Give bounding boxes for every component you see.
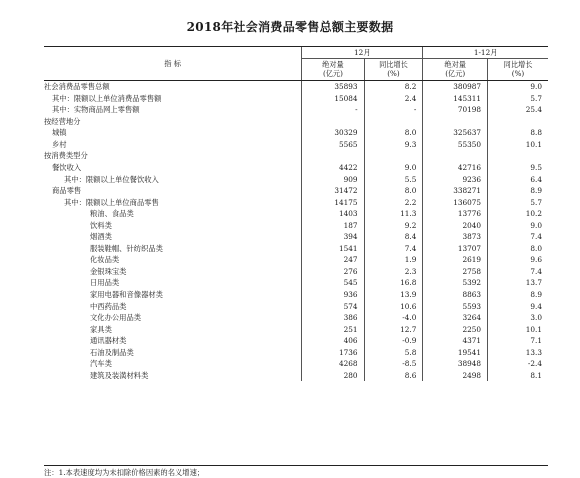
- full-year-yoy-growth: 7.4: [488, 231, 548, 243]
- table-row: [44, 277, 548, 289]
- table-row: [44, 173, 548, 185]
- full-year-absolute: 3264: [423, 312, 488, 324]
- full-year-absolute: 5593: [423, 300, 488, 312]
- december-yoy-growth: 8.6: [364, 370, 423, 382]
- december-absolute: 30329: [302, 127, 364, 139]
- full-year-yoy-growth: 13.7: [488, 277, 548, 289]
- col-header-abs-line1: 绝对量: [444, 60, 466, 70]
- full-year-yoy-growth: 25.4: [488, 104, 548, 116]
- row-label: 家具类: [90, 324, 112, 334]
- december-absolute: 394: [302, 231, 364, 243]
- col-header-dec-abs: [302, 59, 364, 81]
- table-row: [44, 150, 548, 162]
- table-row: [44, 312, 548, 324]
- row-label: 其中：限额以上单位消费品零售额: [52, 93, 162, 103]
- row-label: 烟酒类: [90, 232, 112, 242]
- december-yoy-growth: 7.4: [364, 243, 423, 255]
- full-year-absolute: 8863: [423, 289, 488, 301]
- full-year-yoy-growth: 8.0: [488, 243, 548, 255]
- full-year-absolute: 13707: [423, 243, 488, 255]
- full-year-yoy-growth: 9.5: [488, 162, 548, 174]
- table-row: [44, 104, 548, 116]
- row-label: 其中：实物商品网上零售额: [52, 105, 140, 115]
- december-yoy-growth: -: [364, 104, 423, 116]
- table-row: [44, 358, 548, 370]
- table-header-row-periods: [44, 47, 548, 59]
- december-yoy-growth: 5.5: [364, 173, 423, 185]
- december-absolute: [302, 116, 364, 128]
- full-year-absolute: 136075: [423, 196, 488, 208]
- row-label: 通讯器材类: [90, 336, 127, 346]
- full-year-yoy-growth: 5.7: [488, 93, 548, 105]
- december-absolute: -: [302, 104, 364, 116]
- row-label: 服装鞋帽、针纺织品类: [90, 243, 163, 253]
- row-label: 城镇: [52, 128, 67, 138]
- full-year-yoy-growth: 9.0: [488, 81, 548, 93]
- row-label: 粮油、食品类: [90, 209, 134, 219]
- december-absolute: 5565: [302, 139, 364, 151]
- full-year-absolute: 2498: [423, 370, 488, 382]
- row-label: 按消费类型分: [44, 151, 88, 161]
- row-label: 汽车类: [90, 359, 112, 369]
- december-absolute: 4268: [302, 358, 364, 370]
- full-year-absolute: [423, 150, 488, 162]
- december-absolute: 31472: [302, 185, 364, 197]
- full-year-absolute: 19541: [423, 347, 488, 359]
- december-absolute: 406: [302, 335, 364, 347]
- december-yoy-growth: 2.3: [364, 266, 423, 278]
- full-year-yoy-growth: 8.9: [488, 289, 548, 301]
- december-absolute: 276: [302, 266, 364, 278]
- full-year-yoy-growth: 7.4: [488, 266, 548, 278]
- row-label: 化妆品类: [90, 255, 120, 265]
- december-absolute: 280: [302, 370, 364, 382]
- row-label: 饮料类: [90, 220, 112, 230]
- december-absolute: 35893: [302, 81, 364, 93]
- table-row: [44, 185, 548, 197]
- full-year-absolute: 38948: [423, 358, 488, 370]
- col-header-yoy-line2: (%): [387, 68, 400, 78]
- row-label: 社会消费品零售总额: [44, 82, 110, 92]
- table-row: [44, 231, 548, 243]
- col-header-ytd-yoy: [488, 59, 548, 81]
- row-label: 金银珠宝类: [90, 266, 127, 276]
- december-yoy-growth: 9.0: [364, 162, 423, 174]
- table-row: [44, 162, 548, 174]
- full-year-yoy-growth: [488, 150, 548, 162]
- table-row: [44, 289, 548, 301]
- december-yoy-growth: 1.9: [364, 254, 423, 266]
- december-absolute: 4422: [302, 162, 364, 174]
- table-row: [44, 116, 548, 128]
- december-yoy-growth: 8.4: [364, 231, 423, 243]
- row-label: 石油及制品类: [90, 347, 134, 357]
- table-row: [44, 243, 548, 255]
- row-label: 餐饮收入: [52, 162, 82, 172]
- full-year-absolute: 70198: [423, 104, 488, 116]
- december-yoy-growth: 8.2: [364, 81, 423, 93]
- full-year-absolute: 2250: [423, 323, 488, 335]
- full-year-yoy-growth: 9.0: [488, 220, 548, 232]
- december-absolute: [302, 150, 364, 162]
- december-absolute: 1541: [302, 243, 364, 255]
- december-absolute: 936: [302, 289, 364, 301]
- december-absolute: 247: [302, 254, 364, 266]
- december-yoy-growth: 8.0: [364, 185, 423, 197]
- full-year-absolute: 338271: [423, 185, 488, 197]
- full-year-yoy-growth: 8.1: [488, 370, 548, 382]
- col-header-abs-line2: (亿元): [322, 68, 343, 78]
- december-absolute: 545: [302, 277, 364, 289]
- december-yoy-growth: 16.8: [364, 277, 423, 289]
- december-yoy-growth: -8.5: [364, 358, 423, 370]
- december-yoy-growth: 13.9: [364, 289, 423, 301]
- table-row: [44, 300, 548, 312]
- full-year-yoy-growth: 10.1: [488, 139, 548, 151]
- december-absolute: 574: [302, 300, 364, 312]
- footnote: 注：1.本表速度均为未扣除价格因素的名义增速；: [44, 465, 548, 478]
- full-year-yoy-growth: 9.4: [488, 300, 548, 312]
- december-absolute: 909: [302, 173, 364, 185]
- period-header-full-year: 1-12月: [423, 47, 548, 59]
- period-header-december: 12月: [302, 47, 423, 59]
- december-absolute: 15084: [302, 93, 364, 105]
- full-year-yoy-growth: 10.2: [488, 208, 548, 220]
- full-year-absolute: [423, 116, 488, 128]
- full-year-absolute: 55350: [423, 139, 488, 151]
- retail-sales-table: [44, 46, 548, 381]
- full-year-yoy-growth: 3.0: [488, 312, 548, 324]
- table-row: [44, 335, 548, 347]
- full-year-yoy-growth: 8.9: [488, 185, 548, 197]
- december-absolute: 251: [302, 323, 364, 335]
- december-yoy-growth: 2.2: [364, 196, 423, 208]
- full-year-yoy-growth: -2.4: [488, 358, 548, 370]
- col-header-ytd-abs: [423, 59, 488, 81]
- table-row: [44, 220, 548, 232]
- full-year-absolute: 13776: [423, 208, 488, 220]
- table-row: [44, 266, 548, 278]
- december-yoy-growth: 2.4: [364, 93, 423, 105]
- december-yoy-growth: [364, 150, 423, 162]
- full-year-absolute: 325637: [423, 127, 488, 139]
- table-row: [44, 139, 548, 151]
- table-row: [44, 254, 548, 266]
- row-label: 家用电器和音像器材类: [90, 289, 163, 299]
- full-year-absolute: 4371: [423, 335, 488, 347]
- col-header-yoy-line1: 同比增长: [379, 60, 408, 70]
- row-label: 中西药品类: [90, 301, 127, 311]
- full-year-absolute: 2758: [423, 266, 488, 278]
- december-absolute: 1403: [302, 208, 364, 220]
- row-label: 乡村: [52, 139, 67, 149]
- december-absolute: 187: [302, 220, 364, 232]
- col-header-abs-line2: (亿元): [445, 68, 466, 78]
- full-year-absolute: 2619: [423, 254, 488, 266]
- full-year-absolute: 145311: [423, 93, 488, 105]
- full-year-yoy-growth: 13.3: [488, 347, 548, 359]
- col-header-dec-yoy: [364, 59, 423, 81]
- row-label: 按经营地分: [44, 116, 81, 126]
- full-year-absolute: 9236: [423, 173, 488, 185]
- row-label: 其中：限额以上单位商品零售: [64, 197, 159, 207]
- full-year-yoy-growth: 9.6: [488, 254, 548, 266]
- december-yoy-growth: 11.3: [364, 208, 423, 220]
- full-year-yoy-growth: 8.8: [488, 127, 548, 139]
- full-year-absolute: 42716: [423, 162, 488, 174]
- table-row: [44, 127, 548, 139]
- row-label: 建筑及装潢材料类: [90, 370, 149, 380]
- full-year-yoy-growth: 7.1: [488, 335, 548, 347]
- december-yoy-growth: 5.8: [364, 347, 423, 359]
- table-row: [44, 370, 548, 382]
- december-yoy-growth: [364, 116, 423, 128]
- row-label: 文化办公用品类: [90, 313, 142, 323]
- full-year-yoy-growth: 10.1: [488, 323, 548, 335]
- december-absolute: 1736: [302, 347, 364, 359]
- col-header-yoy-line1: 同比增长: [503, 60, 533, 70]
- col-header-yoy-line2: (%): [511, 68, 525, 78]
- col-header-abs-line1: 绝对量: [322, 60, 344, 70]
- indicator-header: 指 标: [44, 47, 302, 81]
- full-year-absolute: 3873: [423, 231, 488, 243]
- row-label: 日用品类: [90, 278, 120, 288]
- december-yoy-growth: -4.0: [364, 312, 423, 324]
- december-yoy-growth: -0.9: [364, 335, 423, 347]
- december-yoy-growth: 8.0: [364, 127, 423, 139]
- december-yoy-growth: 9.2: [364, 220, 423, 232]
- table-row: [44, 208, 548, 220]
- december-yoy-growth: 12.7: [364, 323, 423, 335]
- full-year-yoy-growth: [488, 116, 548, 128]
- row-label: 其中：限额以上单位餐饮收入: [64, 174, 159, 184]
- table-row: [44, 196, 548, 208]
- december-yoy-growth: 10.6: [364, 300, 423, 312]
- december-yoy-growth: 9.3: [364, 139, 423, 151]
- table-row: [44, 323, 548, 335]
- table-row: [44, 347, 548, 359]
- table-row: [44, 81, 548, 93]
- row-label: 商品零售: [52, 186, 82, 196]
- full-year-absolute: 380987: [423, 81, 488, 93]
- full-year-yoy-growth: 6.4: [488, 173, 548, 185]
- full-year-absolute: 5392: [423, 277, 488, 289]
- table-row: [44, 93, 548, 105]
- december-absolute: 14175: [302, 196, 364, 208]
- full-year-yoy-growth: 5.7: [488, 196, 548, 208]
- december-absolute: 386: [302, 312, 364, 324]
- page-title: 2018年社会消费品零售总额主要数据: [186, 20, 394, 34]
- full-year-absolute: 2040: [423, 220, 488, 232]
